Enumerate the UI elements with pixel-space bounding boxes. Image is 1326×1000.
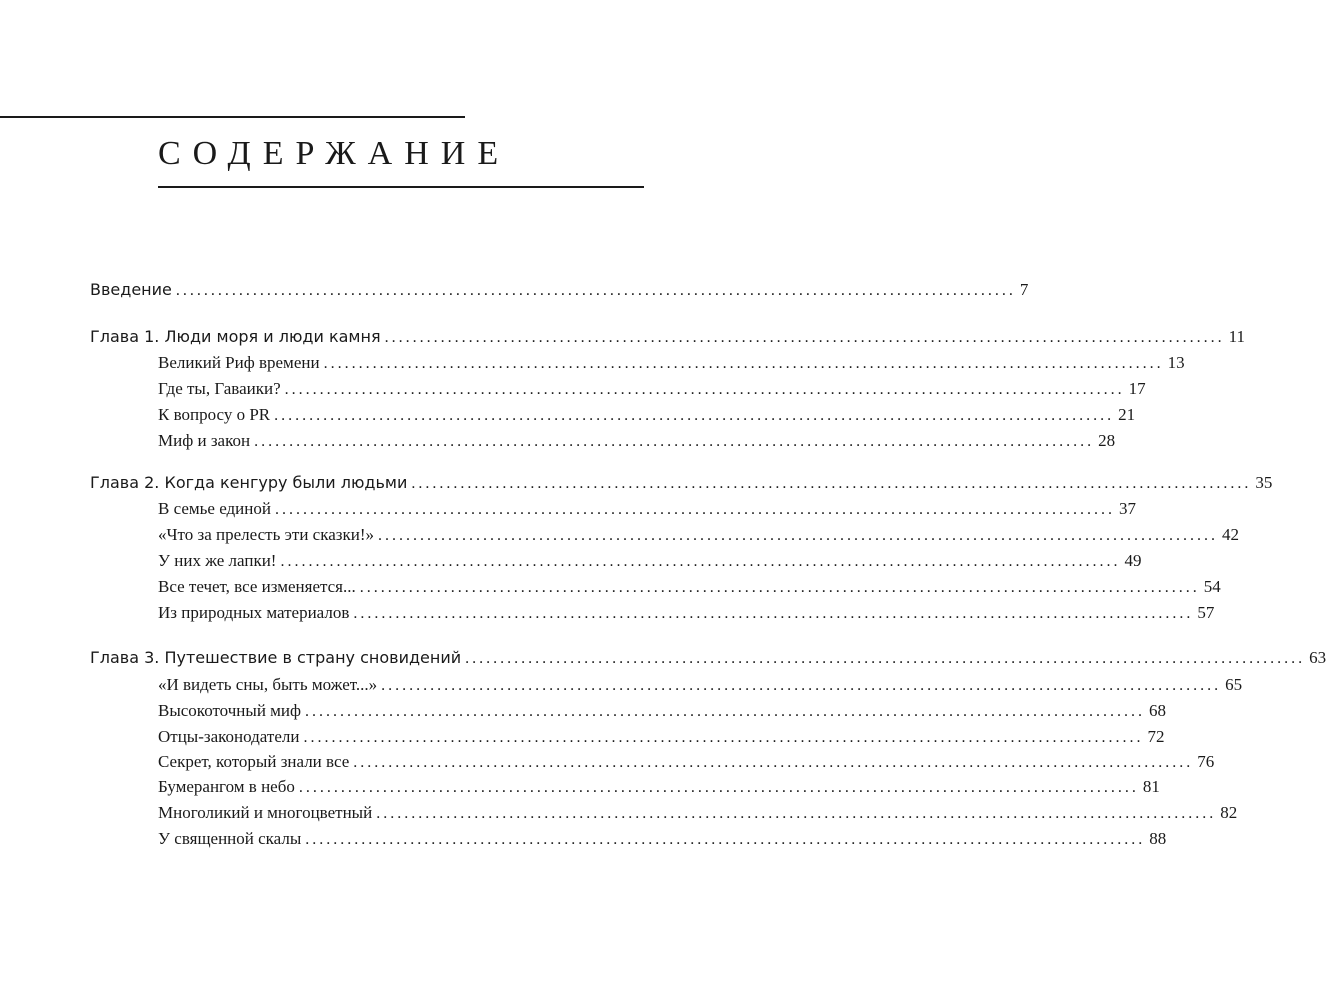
toc-section[interactable] — [158, 800, 1238, 826]
dot-leader: ........................................................................................................................ — [254, 433, 1095, 450]
toc-entry-page: 49 — [1124, 551, 1142, 570]
toc-entry-page: 82 — [1220, 803, 1238, 822]
toc-entry-page: 21 — [1118, 405, 1136, 424]
dot-leader: ........................................................................................................................ — [274, 501, 1115, 518]
toc-entry-label: Высокоточный миф — [158, 701, 302, 720]
toc-entry-label: Все течет, все изменяется... — [158, 577, 356, 596]
toc-entry-page: 72 — [1147, 727, 1165, 746]
toc-entry-label: У священной скалы — [158, 829, 302, 848]
toc-section[interactable] — [158, 724, 1165, 750]
toc-section[interactable] — [158, 402, 1136, 428]
toc-entry-label: Миф и закон — [158, 431, 251, 450]
dot-leader: ........................................................................................................................ — [175, 282, 1016, 299]
toc-entry-page: 88 — [1149, 829, 1167, 848]
toc-section[interactable] — [158, 350, 1185, 376]
toc-entry-page: 57 — [1197, 603, 1215, 622]
dot-leader: ........................................................................................................................ — [353, 754, 1194, 771]
top-rule — [0, 116, 465, 118]
toc-section[interactable] — [158, 672, 1243, 698]
toc-entry-label: Глава 3. Путешествие в страну сновидений — [90, 648, 462, 667]
dot-leader: ........................................................................................................................ — [376, 805, 1217, 822]
toc-chapter-3[interactable] — [90, 645, 1326, 671]
toc-entry-page: 13 — [1167, 353, 1185, 372]
toc-entry-page: 7 — [1019, 280, 1029, 299]
toc-entry-label: К вопросу о PR — [158, 405, 271, 424]
dot-leader: ........................................................................................................................ — [384, 329, 1225, 346]
toc-section[interactable] — [158, 376, 1146, 402]
toc-entry-label: В семье единой — [158, 499, 271, 518]
dot-leader: ........................................................................................................................ — [359, 579, 1200, 596]
toc-entry-label: Отцы-законодатели — [158, 727, 300, 746]
page-title: СОДЕРЖАНИЕ — [158, 135, 511, 172]
toc-entry-label: Глава 1. Люди моря и люди камня — [90, 327, 381, 346]
toc-entry-label: Из природных материалов — [158, 603, 350, 622]
dot-leader: ........................................................................................................................ — [303, 729, 1144, 746]
toc-entry-page: 17 — [1128, 379, 1146, 398]
dot-leader: ........................................................................................................................ — [284, 381, 1125, 398]
toc-entry-page: 68 — [1149, 701, 1167, 720]
toc-entry-label: Глава 2. Когда кенгуру были людьми — [90, 473, 408, 492]
dot-leader: ........................................................................................................................ — [305, 703, 1146, 720]
toc-chapter-1[interactable] — [90, 324, 1245, 350]
toc-section[interactable] — [158, 522, 1239, 548]
dot-leader: ........................................................................................................................ — [353, 605, 1194, 622]
dot-leader: ........................................................................................................................ — [274, 407, 1115, 424]
toc-entry-label: Секрет, который знали все — [158, 752, 350, 771]
toc-section[interactable] — [158, 428, 1116, 454]
toc-entry-label: «И видеть сны, быть может...» — [158, 675, 378, 694]
toc-section[interactable] — [158, 548, 1142, 574]
toc-entry-label: «Что за прелесть эти сказки!» — [158, 525, 374, 544]
dot-leader: ........................................................................................................................ — [298, 779, 1139, 796]
dot-leader: ........................................................................................................................ — [411, 475, 1252, 492]
toc-entry-page: 76 — [1197, 752, 1215, 771]
dot-leader: ........................................................................................................................ — [381, 677, 1222, 694]
dot-leader: ........................................................................................................................ — [465, 650, 1306, 667]
dot-leader: ........................................................................................................................ — [378, 527, 1218, 544]
toc-section[interactable] — [158, 749, 1215, 775]
toc-entry-page: 11 — [1228, 327, 1245, 346]
toc-section[interactable] — [158, 496, 1136, 522]
toc-entry-page: 37 — [1118, 499, 1136, 518]
toc-entry-intro[interactable] — [90, 277, 1029, 303]
dot-leader: ........................................................................................................................ — [280, 553, 1121, 570]
toc-entry-label: Где ты, Гаваики? — [158, 379, 281, 398]
toc-section[interactable] — [158, 574, 1221, 600]
toc-entry-label: У них же лапки! — [158, 551, 277, 570]
toc-entry-label: Бумерангом в небо — [158, 777, 295, 796]
toc-chapter-2[interactable] — [90, 470, 1273, 496]
toc-entry-label: Великий Риф времени — [158, 353, 320, 372]
toc-section[interactable] — [158, 600, 1215, 626]
toc-section[interactable] — [158, 698, 1167, 724]
toc-entry-label: Многоликий и многоцветный — [158, 803, 373, 822]
toc-entry-page: 81 — [1142, 777, 1160, 796]
toc-entry-page: 35 — [1255, 473, 1273, 492]
toc-section[interactable] — [158, 826, 1167, 852]
toc-entry-label: Введение — [90, 280, 172, 299]
toc-section[interactable] — [158, 774, 1160, 800]
dot-leader: ........................................................................................................................ — [323, 355, 1164, 372]
title-bottom-rule — [158, 186, 644, 188]
toc-entry-page: 63 — [1309, 648, 1326, 667]
toc-entry-page: 42 — [1222, 525, 1239, 544]
toc-entry-page: 28 — [1098, 431, 1116, 450]
toc-entry-page: 54 — [1203, 577, 1221, 596]
dot-leader: ........................................................................................................................ — [305, 831, 1146, 848]
toc-entry-page: 65 — [1225, 675, 1243, 694]
